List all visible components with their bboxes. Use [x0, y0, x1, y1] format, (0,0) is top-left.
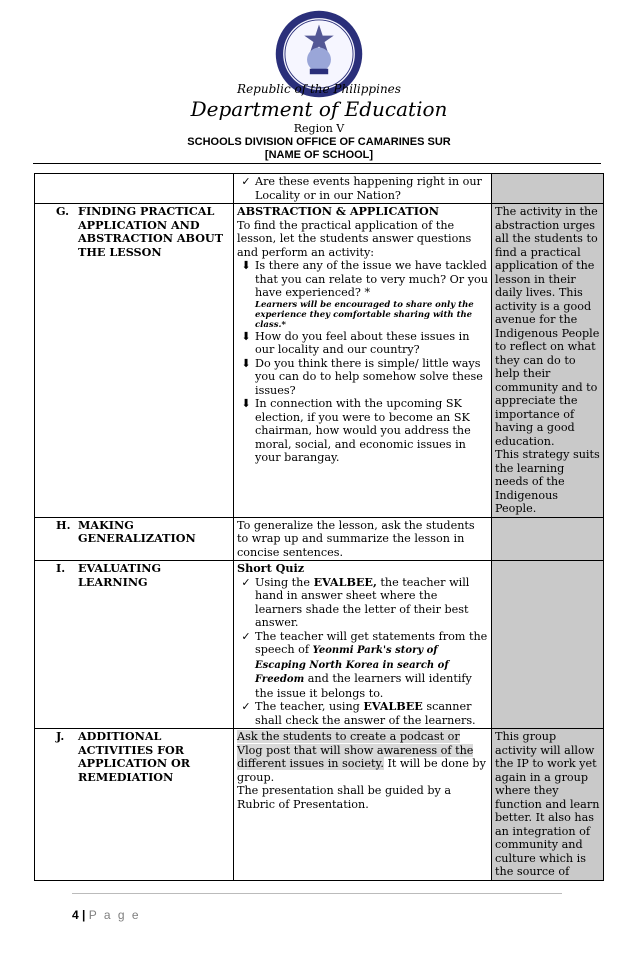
- paragraph: To generalize the lesson, ask the students to wrap up and summarize the lesson in concise sentences.: [234, 517, 492, 561]
- question-list: [237, 259, 488, 465]
- row-label: G. FINDING PRACTICAL APPLICATION AND ABSTRACTION ABOUT THE LESSON: [56, 204, 224, 259]
- school-name: [NAME OF SCHOOL]: [264, 149, 374, 161]
- row-label: J. ADDITIONAL ACTIVITIES FOR APPLICATION OR REMEDIATION: [56, 729, 191, 784]
- remark: The activity in the abstraction urges all the students to find a practical application of the lesson in their daily lives. This activity is a good avenue for the Indigenous People to reflect on what they can do to help their community and to appreciate the importance of having a good education.: [495, 205, 600, 448]
- note: Learners will be encouraged to share only the experience they comfortable sharing with the class.*: [255, 299, 474, 330]
- table-row: [35, 174, 604, 204]
- list-item: ✓ The teacher will get statements from the speech of Yeonmi Park's story of Escaping North Korea in search of Freedom and the learners will identify the issue it belongs to.: [237, 630, 488, 701]
- remark: This group activity will allow the IP to work yet again in a group where they function and learn better. It also has an integration of community and culture which is the source of: [492, 729, 604, 881]
- arrow-bullet-icon: ⬇: [241, 397, 251, 410]
- remark: This strategy suits the learning needs of the Indigenous People.: [495, 448, 600, 515]
- footer-rule: [72, 893, 562, 894]
- list-item: ✓ Using the EVALBEE, the teacher will hand in answer sheet where the learners shade the letter of their best answer.: [237, 576, 488, 630]
- list-item: ✓ The teacher, using EVALBEE scanner shall check the answer of the learners.: [237, 700, 488, 727]
- department-title: Department of Education: [190, 97, 448, 121]
- division-line: SCHOOLS DIVISION OFFICE OF CAMARINES SUR: [187, 136, 451, 148]
- check-icon: ✓: [241, 175, 251, 188]
- table-row: [35, 204, 604, 518]
- arrow-bullet-icon: ⬇: [241, 356, 251, 370]
- paragraph: Ask the students to create a podcast or Vlog post that will show awareness of the different issues in society. It will be done by group.: [237, 730, 486, 784]
- check-icon: ✓: [241, 700, 251, 713]
- quiz-list: [237, 576, 488, 728]
- list-item: ✓ Are these events happening right in our Locality or in our Nation?: [237, 175, 488, 202]
- section-heading: Short Quiz: [237, 561, 305, 575]
- region-line: Region V: [293, 122, 345, 135]
- section-heading: ABSTRACTION & APPLICATION: [237, 204, 439, 218]
- list-item: ⬇ In connection with the upcoming SK election, if you were to become an SK chairman, how would you address the moral, social, and economic issues in your barangay.: [237, 397, 488, 465]
- list-item: ⬇ Is there any of the issue we have tackled that you can relate to very much? Or you have experienced? * Learners will be encouraged to share only the experience they comfortable sharing with the class.*: [237, 259, 488, 330]
- row-label: H. MAKING GENERALIZATION: [56, 517, 196, 545]
- header-rule: [33, 163, 601, 164]
- arrow-bullet-icon: ⬇: [241, 259, 251, 272]
- table-row: [35, 561, 604, 729]
- lesson-plan-table: [34, 173, 604, 881]
- check-icon: ✓: [241, 575, 251, 589]
- republic-line: Republic of the Philippines: [237, 82, 401, 96]
- check-icon: ✓: [241, 629, 251, 643]
- table-row: [35, 729, 604, 881]
- page-footer: 4 | P a g e: [72, 908, 141, 922]
- row-label: I. EVALUATING LEARNING: [56, 561, 162, 589]
- list-item: ⬇ Do you think there is simple/ little ways you can do to help somehow solve these issues?: [237, 357, 488, 398]
- page-number: 4: [72, 908, 79, 922]
- table-row: [35, 517, 604, 561]
- paragraph: To find the practical application of the lesson, let the students answer questions and perform an activity:: [237, 218, 472, 259]
- arrow-bullet-icon: ⬇: [241, 329, 251, 343]
- list-item: ⬇ How do you feel about these issues in our locality and our country?: [237, 330, 488, 357]
- paragraph: The presentation shall be guided by a Rubric of Presentation.: [237, 784, 452, 811]
